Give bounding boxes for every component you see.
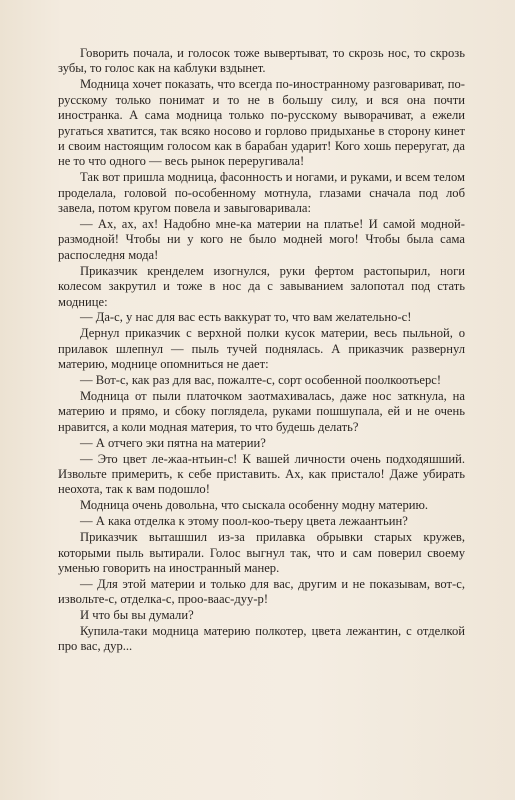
paragraph: Говорить почала, и голосок тоже вывертыват, то скрозь нос, то скрозь зубы, то голос как на каблуки вздынет.	[58, 46, 465, 76]
paragraph: Купила-таки модница материю полкотер, цвета лежантин, с отделкой про вас, дур...	[58, 624, 465, 654]
paragraph: — Для этой материи и только для вас, другим и не показывам, вот-с, извольте-с, отделка-с, проо-ваас-дуу-р!	[58, 576, 465, 607]
paragraph: Приказчик кренделем изогнулся, руки фертом растопырил, ноги колесом закрутил и тоже в нос да с завыванием залопотал под стать моднице:	[58, 263, 465, 309]
paragraph: — Это цвет ле-жаа-нтьин-с! К вашей личности очень подходяшший. Извольте примерить, к себе приставить. Ах, как пристало! Даже убирать неохота, так к вам подошло!	[58, 451, 465, 497]
page-text	[58, 46, 465, 655]
paragraph: — Вот-с, как раз для вас, пожалте-с, сорт особенной поолкоотьерс!	[80, 373, 442, 388]
paragraph: Приказчик выташшил из-за прилавка обрывки старых кружев, которыми пыль вытирали. Голос выгнул так, что и сам поверил своему уменью говорить на иностранный манер.	[58, 530, 465, 575]
paragraph: — Ах, ах, ах! Надобно мне-ка материи на платье! И самой модной-размодной! Чтобы ни у кого не было модней мого! Чтобы была сама распоследня мода!	[58, 216, 465, 262]
paragraph: — А отчего эки пятна на материи?	[80, 435, 266, 450]
paragraph: Модница очень довольна, что сыскала особенну модну материю.	[80, 498, 429, 513]
paragraph: — Да-с, у нас для вас есть ваккурат то, что вам желательно-с!	[80, 310, 412, 325]
paragraph: Так вот пришла модница, фасонность и ногами, и руками, и всем телом проделала, головой по-особенному мотнула, глазами сначала под лоб завела, потом кругом повела и завыговаривала:	[58, 170, 465, 216]
paragraph: Модница хочет показать, что всегда по-иностранному разговариват, по-русскому только понимат и то не в большу силу, и вся она почти иностранка. А сама модница только по-русскому выворачиват, а ежели ругаться хватится, так всяко носово и горлово придыханье в сторону кинет и своим настоящим голосом как в барабан ударит! Кого хошь переругат, да не то что одного — весь рынок переругивала!	[58, 77, 465, 169]
paragraph: И что бы вы думали?	[80, 608, 194, 623]
paragraph: Дернул приказчик с верхной полки кусок материи, весь пыльной, о прилавок шлепнул — пыль тучей поднялась. А приказчик развернул материю, моднице опомниться не дает:	[58, 326, 465, 372]
paragraph: — А кака отделка к этому поол-коо-тьеру цвета лежаантьин?	[80, 514, 408, 529]
paragraph: Модница от пыли платочком заотмахивалась, даже нос заткнула, на материю и прямо, и сбоку поглядела, руками пошшупала, ей и не очень нравится, а коли модная материя, то что будешь делать?	[58, 388, 465, 434]
